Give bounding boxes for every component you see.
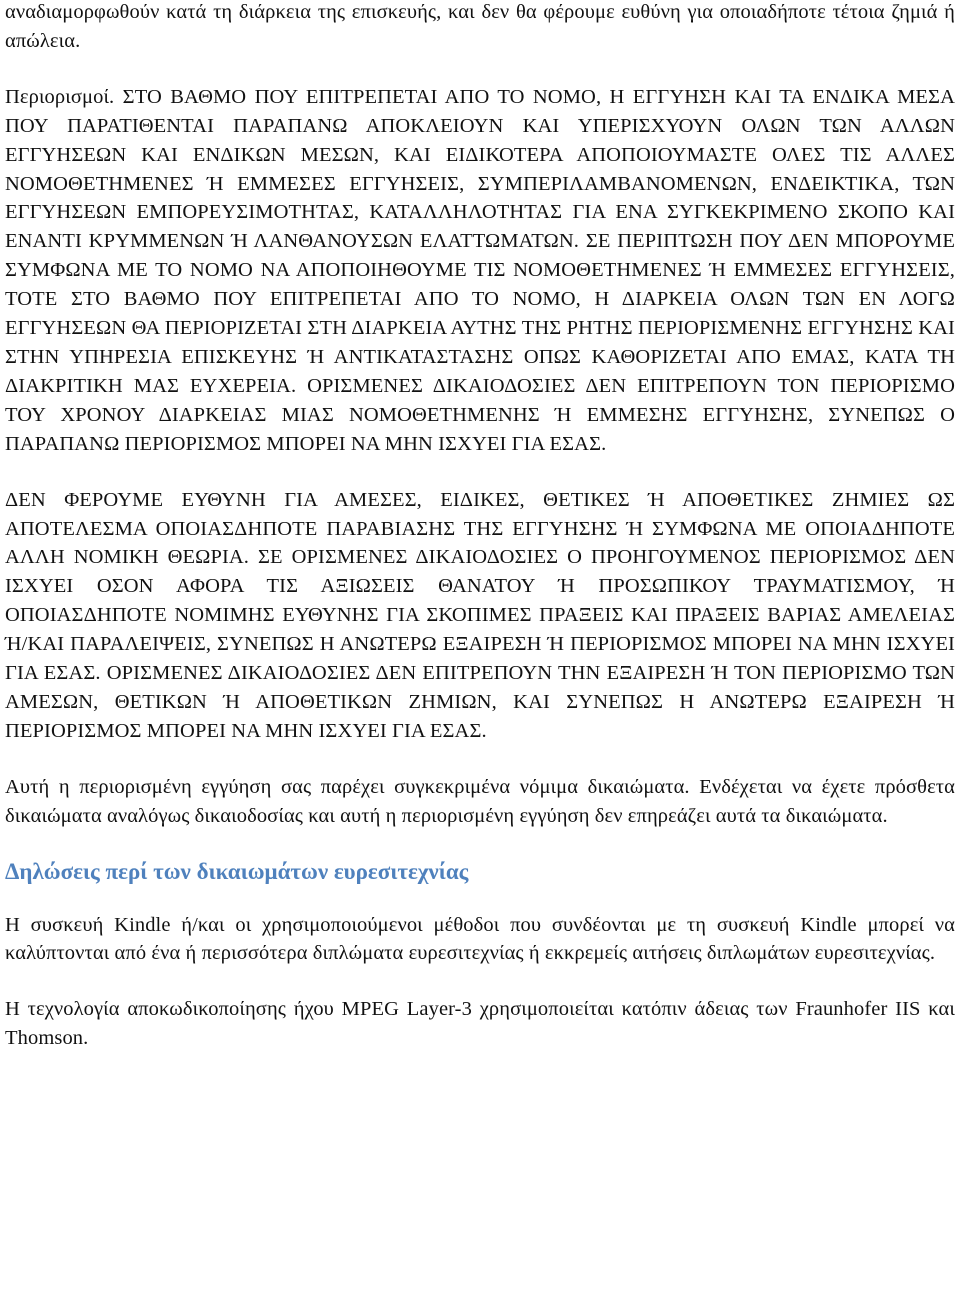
paragraph-mpeg-license: Η τεχνολογία αποκωδικοποίησης ήχου MPEG Layer-3 χρησιμοποιείται κατόπιν άδειας των Fraunhofer IIS και Thomson. bbox=[5, 998, 955, 1050]
limitations-lead: Περιορισμοί. bbox=[5, 85, 115, 108]
paragraph-continuation: αναδιαμορφωθούν κατά τη διάρκεια της επισκευής, και δεν θα φέρουμε ευθύνη για οποιαδήποτε τέτοια ζημιά ή απώλεια. bbox=[5, 1, 955, 52]
limitations-text: ΣΤΟ ΒΑΘΜΟ ΠΟΥ ΕΠΙΤΡΕΠΕΤΑΙ ΑΠΟ ΤΟ ΝΟΜΟ, Η ΕΓΓΥΗΣΗ ΚΑΙ ΤΑ ΕΝΔΙΚΑ ΜΕΣΑ ΠΟΥ ΠΑΡΑΤΙΘΕΝΤΑΙ ΠΑΡΑΠΑΝΩ ΑΠΟΚΛΕΙΟΥΝ ΚΑΙ ΥΠΕΡΙΣΧΥΟΥΝ ΟΛΩΝ ΤΩΝ ΑΛΛΩΝ ΕΓΓΥΗΣΕΩΝ ΚΑΙ ΕΝΔΙΚΩΝ ΜΕΣΩΝ, ΚΑΙ ΕΙΔΙΚΟΤΕΡΑ ΑΠΟΠΟΙΟΥΜΑΣΤΕ ΟΛΕΣ ΤΙΣ ΑΛΛΕΣ ΝΟΜΟΘΕΤΗΜΕΝΕΣ Ή ΕΜΜΕΣΕΣ ΕΓΓΥΗΣΕΙΣ, ΣΥΜΠΕΡΙΛΑΜΒΑΝΟΜΕΝΩΝ, ΕΝΔΕΙΚΤΙΚΑ, ΤΩΝ ΕΓΓΥΗΣΕΩΝ ΕΜΠΟΡΕΥΣΙΜΟΤΗΤΑΣ, ΚΑΤΑΛΛΗΛΟΤΗΤΑΣ ΓΙΑ ΕΝΑ ΣΥΓΚΕΚΡΙΜΕΝΟ ΣΚΟΠΟ ΚΑΙ ΕΝΑΝΤΙ ΚΡΥΜΜΕΝΩΝ Ή ΛΑΝΘΑΝΟΥΣΩΝ ΕΛΑΤΤΩΜΑΤΩΝ. ΣΕ ΠΕΡΙΠΤΩΣΗ ΠΟΥ ΔΕΝ ΜΠΟΡΟΥΜΕ ΣΥΜΦΩΝΑ ΜΕ ΤΟ ΝΟΜΟ ΝΑ ΑΠΟΠΟΙΗΘΟΥΜΕ ΤΙΣ ΝΟΜΟΘΕΤΗΜΕΝΕΣ Ή ΕΜΜΕΣΕΣ ΕΓΓΥΗΣΕΙΣ, ΤΟΤΕ ΣΤΟ ΒΑΘΜΟ ΠΟΥ ΕΠΙΤΡΕΠΕΤΑΙ ΑΠΟ ΤΟ ΝΟΜΟ, Η ΔΙΑΡΚΕΙΑ ΟΛΩΝ ΤΩΝ ΕΝ ΛΟΓΩ ΕΓΓΥΗΣΕΩΝ ΘΑ ΠΕΡΙΟΡΙΖΕΤΑΙ ΣΤΗ ΔΙΑΡΚΕΙΑ ΑΥΤΗΣ ΤΗΣ ΡΗΤΗΣ ΠΕΡΙΟΡΙΣΜΕΝΗΣ ΕΓΓΥΗΣΗΣ ΚΑΙ ΣΤΗΝ ΥΠΗΡΕΣΙΑ ΕΠΙΣΚΕΥΗΣ Ή ΑΝΤΙΚΑΤΑΣΤΑΣΗΣ ΟΠΩΣ ΚΑΘΟΡΙΖΕΤΑΙ ΑΠΟ ΕΜΑΣ, ΚΑΤΑ ΤΗ ΔΙΑΚΡΙΤΙΚΗ ΜΑΣ ΕΥΧΕΡΕΙΑ. ΟΡΙΣΜΕΝΕΣ ΔΙΚΑΙΟΔΟΣΙΕΣ ΔΕΝ ΕΠΙΤΡΕΠΟΥΝ ΤΟΝ ΠΕΡΙΟΡΙΣΜΟ ΤΟΥ ΧΡΟΝΟΥ ΔΙΑΡΚΕΙΑΣ ΜΙΑΣ ΝΟΜΟΘΕΤΗΜΕΝΗΣ Ή ΕΜΜΕΣΗΣ ΕΓΓΥΗΣΗΣ, ΣΥΝΕΠΩΣ Ο ΠΑΡΑΠΑΝΩ ΠΕΡΙΟΡΙΣΜΟΣ ΜΠΟΡΕΙ ΝΑ ΜΗΝ ΙΣΧΥΕΙ ΓΙΑ ΕΣΑΣ. bbox=[5, 85, 955, 455]
section-heading-patents: Δηλώσεις περί των δικαιωμάτων ευρεσιτεχνίας bbox=[5, 858, 469, 884]
paragraph-legal-rights: Αυτή η περιορισμένη εγγύηση σας παρέχει συγκεκριμένα νόμιμα δικαιώματα. Ενδέχεται να έχετε πρόσθετα δικαιώματα αναλόγως δικαιοδοσίας και αυτή η περιορισμένη εγγύηση δεν επηρεάζει αυτά τα δικαιώματα. bbox=[5, 775, 955, 827]
paragraph-patents: Η συσκευή Kindle ή/και οι χρησιμοποιούμενοι μέθοδοι που συνδέονται με τη συσκευή Kindle μπορεί να καλύπτονται από ένα ή περισσότερα διπλώματα ευρεσιτεχνίας ή εκκρεμείς αιτήσεις διπλωμάτων ευρεσιτεχνίας. bbox=[5, 913, 955, 965]
document-page bbox=[5, 0, 955, 1053]
paragraph-limitations bbox=[5, 83, 955, 459]
paragraph-liability: ΔΕΝ ΦΕΡΟΥΜΕ ΕΥΘΥΝΗ ΓΙΑ ΑΜΕΣΕΣ, ΕΙΔΙΚΕΣ, ΘΕΤΙΚΕΣ Ή ΑΠΟΘΕΤΙΚΕΣ ΖΗΜΙΕΣ ΩΣ ΑΠΟΤΕΛΕΣΜΑ ΟΠΟΙΑΣΔΗΠΟΤΕ ΠΑΡΑΒΙΑΣΗΣ ΤΗΣ ΕΓΓΥΗΣΗΣ Ή ΣΥΜΦΩΝΑ ΜΕ ΟΠΟΙΑΔΗΠΟΤΕ ΑΛΛΗ ΝΟΜΙΚΗ ΘΕΩΡΙΑ. ΣΕ ΟΡΙΣΜΕΝΕΣ ΔΙΚΑΙΟΔΟΣΙΕΣ Ο ΠΡΟΗΓΟΥΜΕΝΟΣ ΠΕΡΙΟΡΙΣΜΟΣ ΔΕΝ ΙΣΧΥΕΙ ΟΣΟΝ ΑΦΟΡΑ ΤΙΣ ΑΞΙΩΣΕΙΣ ΘΑΝΑΤΟΥ Ή ΠΡΟΣΩΠΙΚΟΥ ΤΡΑΥΜΑΤΙΣΜΟΥ, Ή ΟΠΟΙΑΣΔΗΠΟΤΕ ΝΟΜΙΜΗΣ ΕΥΘΥΝΗΣ ΓΙΑ ΣΚΟΠΙΜΕΣ ΠΡΑΞΕΙΣ ΚΑΙ ΠΡΑΞΕΙΣ ΒΑΡΙΑΣ ΑΜΕΛΕΙΑΣ Ή/ΚΑΙ ΠΑΡΑΛΕΙΨΕΙΣ, ΣΥΝΕΠΩΣ Η ΑΝΩΤΕΡΩ ΕΞΑΙΡΕΣΗ Ή ΠΕΡΙΟΡΙΣΜΟΣ ΜΠΟΡΕΙ ΝΑ ΜΗΝ ΙΣΧΥΕΙ ΓΙΑ ΕΣΑΣ. ΟΡΙΣΜΕΝΕΣ ΔΙΚΑΙΟΔΟΣΙΕΣ ΔΕΝ ΕΠΙΤΡΕΠΟΥΝ ΤΗΝ ΕΞΑΙΡΕΣΗ Ή ΤΟΝ ΠΕΡΙΟΡΙΣΜΟ ΤΩΝ ΑΜΕΣΩΝ, ΘΕΤΙΚΩΝ Ή ΑΠΟΘΕΤΙΚΩΝ ΖΗΜΙΩΝ, ΚΑΙ ΣΥΝΕΠΩΣ Η ΑΝΩΤΕΡΩ ΕΞΑΙΡΕΣΗ Ή ΠΕΡΙΟΡΙΣΜΟΣ ΜΠΟΡΕΙ ΝΑ ΜΗΝ ΙΣΧΥΕΙ ΓΙΑ ΕΣΑΣ. bbox=[5, 488, 955, 742]
